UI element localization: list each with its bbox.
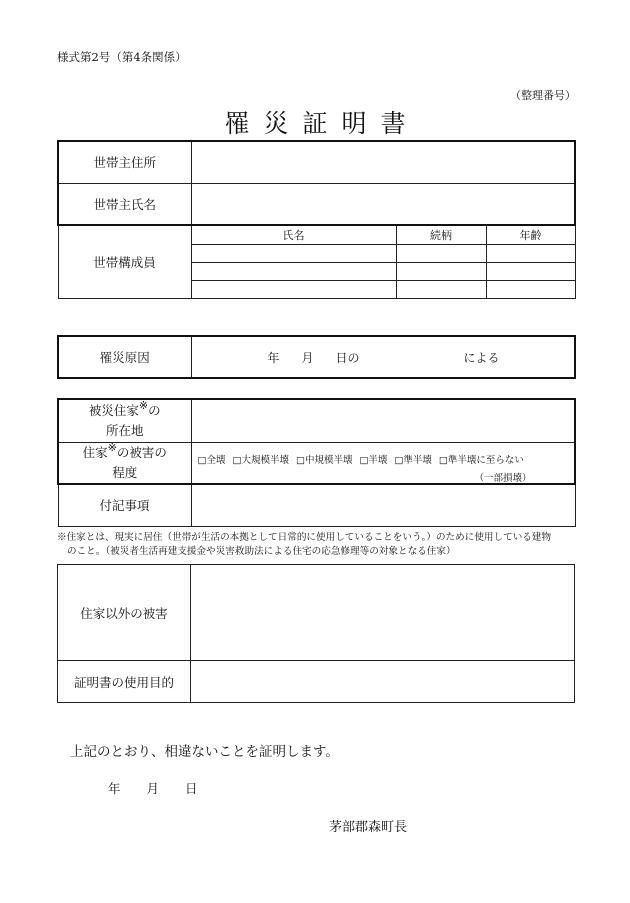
col-age-header: 年齢 <box>486 225 575 244</box>
member-relation-cell[interactable] <box>396 244 486 262</box>
option-semi-half[interactable]: □準半壊 <box>394 454 432 466</box>
cause-year: 年 <box>267 350 280 365</box>
reference-number-label: （整理番号） <box>510 89 576 102</box>
member-age-cell[interactable] <box>486 280 575 298</box>
address-field[interactable] <box>191 141 575 183</box>
col-name-header: 氏名 <box>191 225 396 244</box>
footnote-line-2: のこと。（被災者生活再建支援金や災害救助法による住宅の応急修理等の対象となる住家） <box>67 546 456 557</box>
issuer-name: 茅部郡森町長 <box>329 820 408 835</box>
cause-field[interactable] <box>191 336 575 378</box>
cause-month: 月 <box>301 350 314 365</box>
member-relation-cell[interactable] <box>396 280 486 298</box>
issue-month: 月 <box>146 781 160 796</box>
issue-year: 年 <box>108 781 121 796</box>
issue-day: 日 <box>185 781 198 796</box>
purpose-field[interactable] <box>191 661 575 703</box>
member-name-cell[interactable] <box>191 244 396 262</box>
degree-field <box>191 442 575 484</box>
member-age-cell[interactable] <box>486 244 575 262</box>
other-table <box>57 564 575 703</box>
form-number: 様式第2号（第4条関係） <box>57 50 187 64</box>
member-age-cell[interactable] <box>486 262 575 280</box>
name-field[interactable] <box>191 183 575 225</box>
issue-date <box>108 779 198 797</box>
option-below-semi-half[interactable]: □準半壊に至らない <box>438 454 524 466</box>
name-label: 世帯主氏名 <box>58 183 191 225</box>
household-table <box>57 140 576 299</box>
location-field[interactable] <box>191 399 575 442</box>
member-name-cell[interactable] <box>191 280 396 298</box>
address-label: 世帯主住所 <box>58 141 191 183</box>
other-damage-label: 住家以外の被害 <box>58 565 191 661</box>
notes-field[interactable] <box>191 484 575 526</box>
member-relation-cell[interactable] <box>396 262 486 280</box>
other-damage-field[interactable] <box>191 565 575 661</box>
degree-label: 住家※の被害の 程度 <box>58 442 191 484</box>
certification-statement: 上記のとおり、相違ないことを証明します。 <box>70 744 339 760</box>
option-total-collapse[interactable]: □全壊 <box>197 454 226 466</box>
page-title: 罹災証明書 <box>224 109 420 138</box>
damage-table <box>57 398 576 527</box>
option-half[interactable]: □半壊 <box>359 454 388 466</box>
option-large-half[interactable]: □大規模半壊 <box>232 454 289 466</box>
cause-table <box>57 335 576 379</box>
cause-day: 日の <box>335 350 360 365</box>
member-name-cell[interactable] <box>191 262 396 280</box>
cause-suffix: による <box>463 350 500 365</box>
footnote <box>57 531 577 559</box>
cause-label: 罹災原因 <box>58 336 191 378</box>
members-label: 世帯構成員 <box>58 225 191 298</box>
notes-label: 付記事項 <box>58 484 191 526</box>
location-label: 被災住家※の 所在地 <box>58 399 191 442</box>
footnote-line-1: ※住家とは、現実に居住（世帯が生活の本拠として日常的に使用していることをいう。）のために使用している建物 <box>57 532 552 543</box>
option-medium-half[interactable]: □中規模半壊 <box>295 454 353 466</box>
col-relation-header: 続柄 <box>396 225 486 244</box>
option-sub-label: （一部損壊） <box>474 472 532 484</box>
purpose-label: 証明書の使用目的 <box>58 661 191 703</box>
